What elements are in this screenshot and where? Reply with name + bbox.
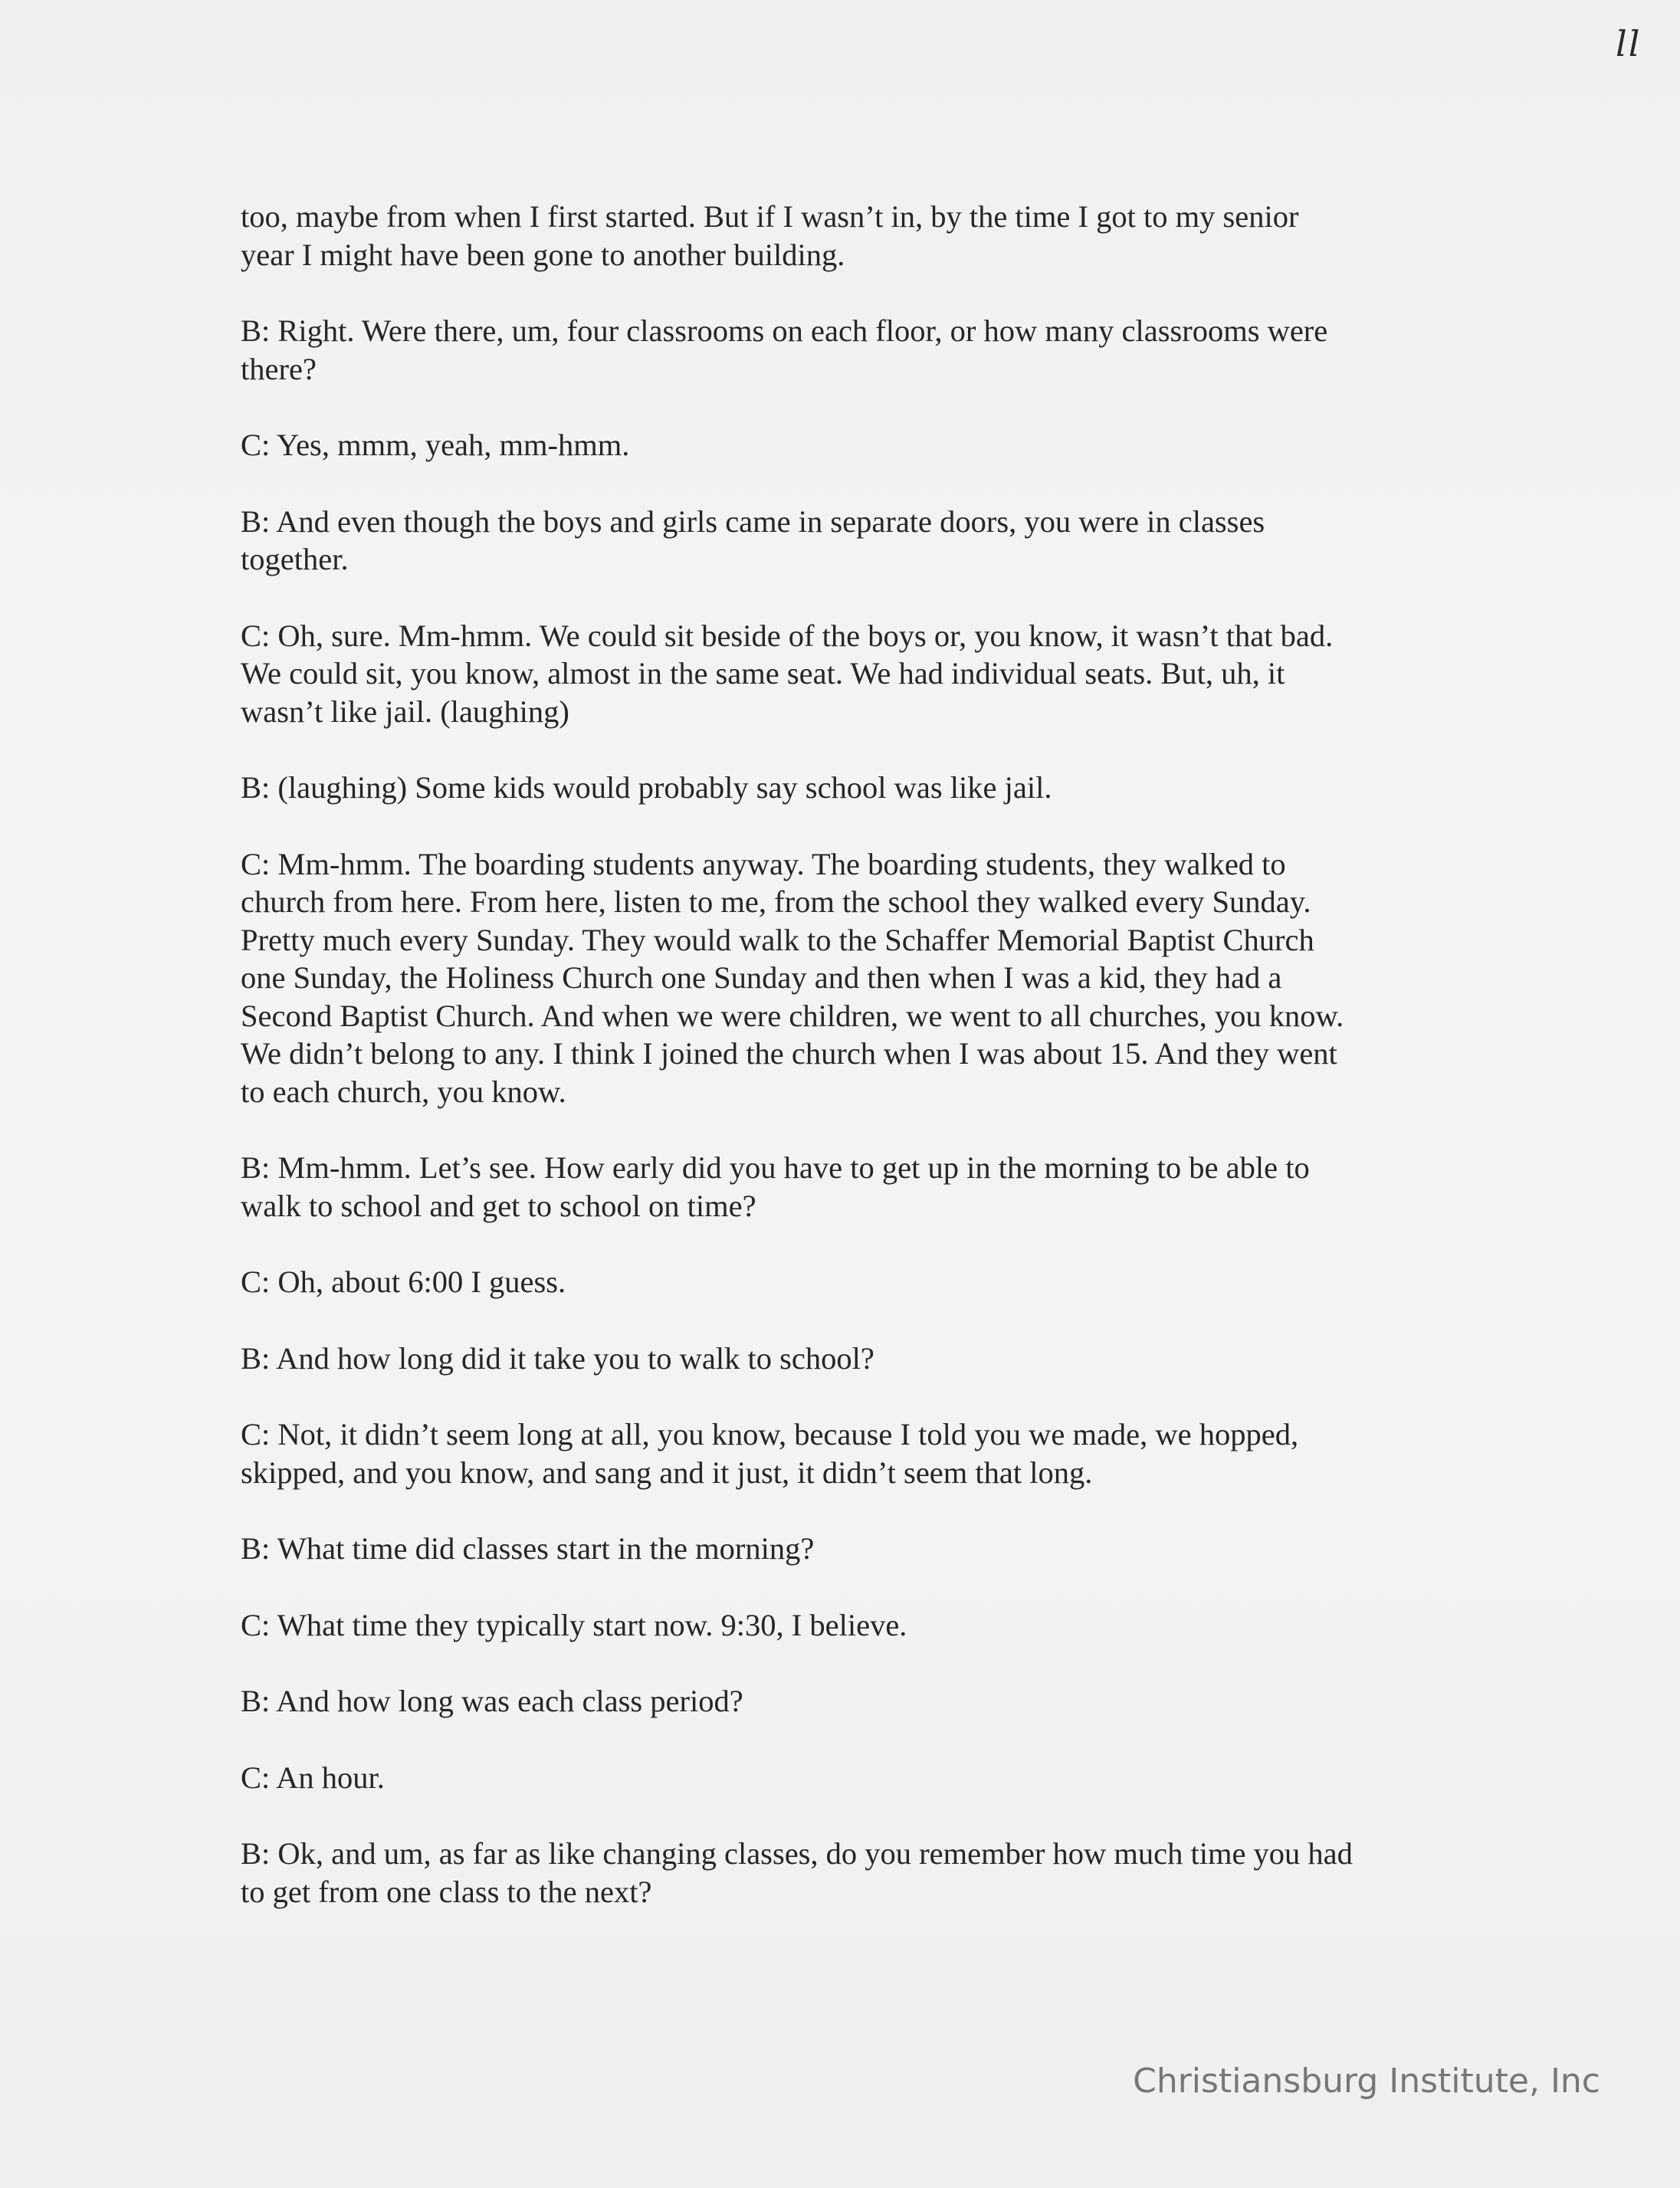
transcript-paragraph: C: Oh, sure. Mm-hmm. We could sit beside of the boys or, you know, it wasn’t that bad. We could sit, you know, almost in the same seat. We had individual seats. But, uh, it wasn’t like jail. (laughing)	[241, 618, 1334, 729]
transcript-paragraph: B: (laughing) Some kids would probably say school was like jail.	[241, 770, 1052, 805]
transcript-paragraph: C: Yes, mmm, yeah, mm-hmm.	[241, 428, 630, 462]
transcript-paragraph: C: Mm-hmm. The boarding students anyway. The boarding students, they walked to church from here. From here, listen to me, from the school they walked every Sunday. Pretty much every Sunday. They would walk to the Schaffer Memorial Baptist Church one Sunday, the Holiness Church one Sunday and then when I was a kid, they had a Second Baptist Church. And when we were children, we went to all churches, you know. We didn’t belong to any. I think I joined the church when I was about 15. And they went to each church, you know.	[241, 846, 1344, 1109]
page-number: ll	[1616, 23, 1642, 64]
transcript-paragraph: C: Oh, about 6:00 I guess.	[241, 1265, 566, 1299]
transcript-paragraph: B: And how long was each class period?	[241, 1684, 743, 1718]
transcript-paragraph: B: What time did classes start in the morning?	[241, 1531, 815, 1566]
transcript-paragraph: B: Right. Were there, um, four classrooms on each floor, or how many classrooms were there?	[241, 313, 1328, 386]
transcript-paragraph: C: What time they typically start now. 9:30, I believe.	[241, 1607, 907, 1642]
transcript-paragraph: B: And even though the boys and girls came in separate doors, you were in classes together.	[241, 504, 1265, 576]
interview-transcript	[241, 198, 1482, 1949]
transcript-paragraph: too, maybe from when I first started. But if I wasn’t in, by the time I got to my senior year I might have been gone to another building.	[241, 199, 1299, 272]
watermark: Christiansburg Institute, Inc	[1133, 2062, 1600, 2101]
transcript-paragraph: B: Mm-hmm. Let’s see. How early did you have to get up in the morning to be able to walk to school and get to school on time?	[241, 1150, 1310, 1223]
transcript-paragraph: B: And how long did it take you to walk to school?	[241, 1340, 874, 1376]
transcript-paragraph: C: Not, it didn’t seem long at all, you know, because I told you we made, we hopped, skipped, and you know, and sang and it just, it didn’t seem that long.	[241, 1417, 1299, 1490]
transcript-paragraph: C: An hour.	[241, 1760, 385, 1795]
transcript-paragraph: B: Ok, and um, as far as like changing classes, do you remember how much time you had to get from one class to the next?	[241, 1836, 1353, 1909]
